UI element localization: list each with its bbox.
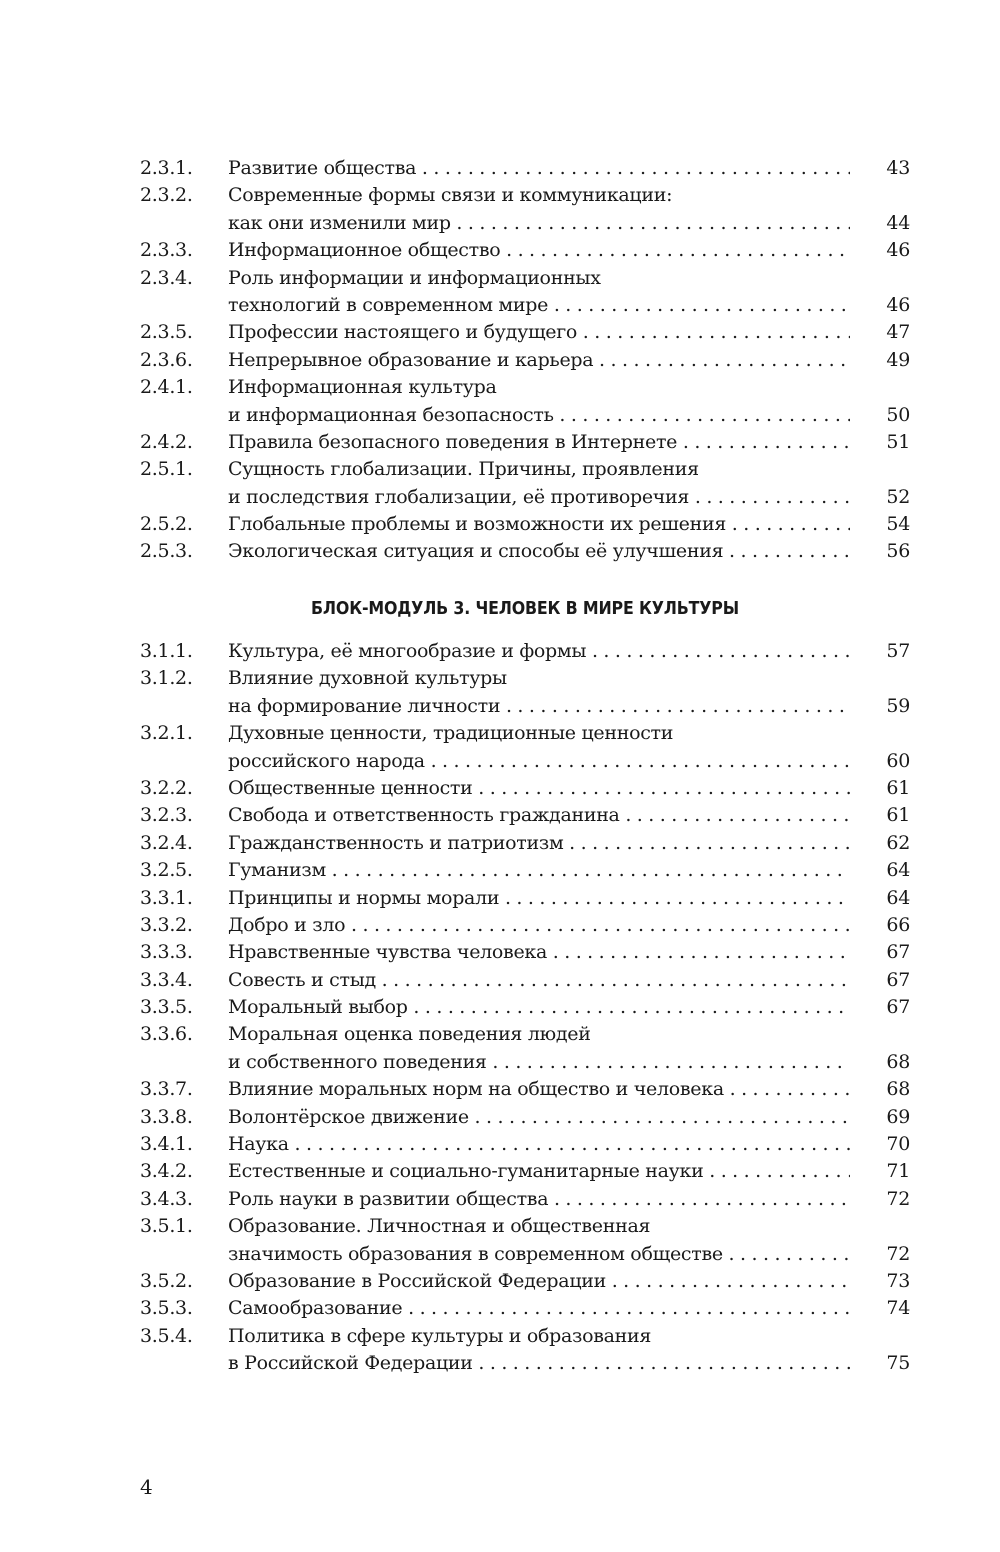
toc-entry-title: Профессии настоящего и будущего . . . <box>228 319 850 346</box>
toc-entry <box>140 939 910 966</box>
toc-entry-page: 44 <box>886 211 910 234</box>
toc-entry-continuation <box>140 1241 910 1268</box>
toc-entry-title: Естественные и социально-гуманитарные науки . . . <box>228 1158 850 1185</box>
toc-entry-page: 46 <box>886 293 910 316</box>
toc-entry-title: Политика в сфере культуры и образования <box>228 1324 652 1347</box>
toc-entry-title: Образование. Личностная и общественная <box>228 1215 651 1238</box>
toc-entry-page: 46 <box>886 239 910 262</box>
toc-entry-title: значимость образования в современном обществе . . . <box>228 1241 850 1268</box>
toc-entry-number: 3.5.3. <box>140 1297 193 1320</box>
toc-entry-title: Информационное общество . . . <box>228 237 850 264</box>
toc-entry <box>140 802 910 829</box>
toc-entry-page: 51 <box>886 430 910 453</box>
toc-entry-page: 67 <box>886 968 910 991</box>
toc-entry <box>140 967 910 994</box>
toc-entry <box>140 720 910 747</box>
toc-entry-number: 3.5.2. <box>140 1269 193 1292</box>
toc-entry <box>140 1104 910 1131</box>
toc-entry-title: Роль науки в развитии общества . . . <box>228 1186 850 1213</box>
toc-entry-number: 2.5.3. <box>140 540 193 563</box>
toc-entry <box>140 1076 910 1103</box>
toc-entry-number: 3.2.2. <box>140 776 193 799</box>
toc-entry-title: и последствия глобализации, её противоречия . . . <box>228 484 850 511</box>
toc-entry-page: 66 <box>886 913 910 936</box>
page-number: 4 <box>140 1475 153 1499</box>
toc-entry-page: 61 <box>886 804 910 827</box>
toc-entry-title: Моральная оценка поведения людей <box>228 1023 591 1046</box>
toc-entry-title: Непрерывное образование и карьера . . . <box>228 347 850 374</box>
toc-entry-number: 3.3.7. <box>140 1078 193 1101</box>
toc-entry-title: на формирование личности . . . <box>228 693 850 720</box>
toc-entry <box>140 1295 910 1322</box>
toc-entry <box>140 775 910 802</box>
toc-entry-page: 68 <box>886 1078 910 1101</box>
toc-entry-title: Глобальные проблемы и возможности их решения . . . <box>228 511 850 538</box>
toc-entry <box>140 1268 910 1295</box>
toc-entry-title: Гражданственность и патриотизм . . . <box>228 830 850 857</box>
toc-entry <box>140 994 910 1021</box>
toc-entry <box>140 1186 910 1213</box>
toc-entry <box>140 374 910 401</box>
toc-entry-title: и информационная безопасность . . . <box>228 402 850 429</box>
toc-entry <box>140 265 910 292</box>
toc-entry-title: Развитие общества . . . <box>228 155 850 182</box>
toc-entry <box>140 511 910 538</box>
toc-entry <box>140 1158 910 1185</box>
toc-entry-title: Влияние духовной культуры <box>228 667 507 690</box>
toc-entry-page: 59 <box>886 694 910 717</box>
toc-entry-continuation <box>140 402 910 429</box>
toc-entry-title: и собственного поведения . . . <box>228 1049 850 1076</box>
toc-entry <box>140 912 910 939</box>
toc-entry-page: 70 <box>886 1133 910 1156</box>
toc-entry-title: Совесть и стыд . . . <box>228 967 850 994</box>
toc-entry-title: Гуманизм . . . <box>228 857 850 884</box>
toc-entry-title: Роль информации и информационных <box>228 266 601 289</box>
toc-entry-continuation <box>140 292 910 319</box>
toc-entry <box>140 1323 910 1350</box>
table-of-contents-part-2 <box>140 638 910 1378</box>
toc-entry-page: 49 <box>886 348 910 371</box>
toc-entry <box>140 456 910 483</box>
toc-entry <box>140 857 910 884</box>
toc-entry-number: 3.2.1. <box>140 722 193 745</box>
toc-entry-page: 57 <box>886 640 910 662</box>
toc-entry-number: 2.3.2. <box>140 184 193 207</box>
toc-entry-title: в Российской Федерации . . . <box>228 1350 850 1377</box>
toc-entry-page: 43 <box>886 157 910 179</box>
toc-entry-page: 69 <box>886 1105 910 1128</box>
toc-entry-page: 73 <box>886 1269 910 1292</box>
toc-entry-title: Волонтёрское движение . . . <box>228 1104 850 1131</box>
toc-entry-number: 2.5.1. <box>140 458 193 481</box>
toc-entry-continuation <box>140 748 910 775</box>
toc-entry <box>140 1131 910 1158</box>
toc-entry-number: 2.5.2. <box>140 513 193 536</box>
toc-entry-page: 54 <box>886 513 910 536</box>
toc-entry <box>140 538 910 565</box>
toc-entry-number: 3.3.2. <box>140 913 193 936</box>
toc-entry-title: Экологическая ситуация и способы её улучшения . . . <box>228 538 850 565</box>
toc-entry-page: 47 <box>886 321 910 344</box>
toc-entry-title: Культура, её многообразие и формы . . . <box>228 638 850 665</box>
toc-entry-page: 64 <box>886 886 910 909</box>
toc-entry-number: 3.5.1. <box>140 1215 193 1238</box>
toc-entry-page: 56 <box>886 540 910 563</box>
toc-entry-number: 2.3.4. <box>140 266 193 289</box>
toc-entry-number: 3.5.4. <box>140 1324 193 1347</box>
toc-entry-title: Современные формы связи и коммуникации: <box>228 184 673 207</box>
toc-entry-page: 52 <box>886 485 910 508</box>
toc-entry <box>140 665 910 692</box>
toc-entry-number: 3.4.3. <box>140 1187 193 1210</box>
toc-entry-title: Общественные ценности . . . <box>228 775 850 802</box>
toc-entry <box>140 155 910 182</box>
toc-entry-title: Самообразование . . . <box>228 1295 850 1322</box>
toc-entry-title: Образование в Российской Федерации . . . <box>228 1268 850 1295</box>
toc-entry-page: 71 <box>886 1160 910 1183</box>
toc-entry-number: 2.4.2. <box>140 430 193 453</box>
toc-entry-number: 3.3.5. <box>140 996 193 1019</box>
toc-entry-page: 64 <box>886 859 910 882</box>
toc-entry <box>140 237 910 264</box>
toc-entry <box>140 830 910 857</box>
toc-entry-number: 3.3.4. <box>140 968 193 991</box>
toc-entry-number: 3.4.2. <box>140 1160 193 1183</box>
toc-entry-title: Добро и зло . . . <box>228 912 850 939</box>
toc-entry-page: 61 <box>886 776 910 799</box>
toc-entry-page: 75 <box>886 1352 910 1375</box>
toc-entry-number: 2.3.1. <box>140 157 193 179</box>
toc-entry <box>140 429 910 456</box>
toc-entry-continuation <box>140 1049 910 1076</box>
toc-entry-number: 2.3.5. <box>140 321 193 344</box>
toc-entry-number: 2.3.3. <box>140 239 193 262</box>
toc-entry-page: 74 <box>886 1297 910 1320</box>
toc-entry-title: Сущность глобализации. Причины, проявления <box>228 458 699 481</box>
toc-entry-title: российского народа . . . <box>228 748 850 775</box>
toc-entry-continuation <box>140 210 910 237</box>
toc-entry-page: 68 <box>886 1050 910 1073</box>
toc-entry-continuation <box>140 484 910 511</box>
toc-entry <box>140 638 910 665</box>
toc-entry-page: 72 <box>886 1242 910 1265</box>
toc-entry-title: Наука . . . <box>228 1131 850 1158</box>
toc-entry-title: как они изменили мир . . . <box>228 210 850 237</box>
toc-entry <box>140 885 910 912</box>
toc-entry <box>140 347 910 374</box>
toc-entry-number: 3.3.8. <box>140 1105 193 1128</box>
toc-entry-number: 3.3.1. <box>140 886 193 909</box>
toc-entry-title: Принципы и нормы морали . . . <box>228 885 850 912</box>
toc-entry <box>140 1213 910 1240</box>
toc-entry-number: 3.2.5. <box>140 859 193 882</box>
toc-entry-title: Правила безопасного поведения в Интернете . . . <box>228 429 850 456</box>
toc-entry-page: 50 <box>886 403 910 426</box>
toc-entry-number: 3.2.4. <box>140 831 193 854</box>
toc-entry-title: Свобода и ответственность гражданина . . . <box>228 802 850 829</box>
toc-entry-page: 60 <box>886 749 910 772</box>
toc-entry-continuation <box>140 693 910 720</box>
toc-entry-title: технологий в современном мире . . . <box>228 292 850 319</box>
toc-entry-title: Влияние моральных норм на общество и человека . . . <box>228 1076 850 1103</box>
toc-entry-page: 67 <box>886 941 910 964</box>
toc-entry-title: Моральный выбор . . . <box>228 994 850 1021</box>
toc-entry-number: 3.3.6. <box>140 1023 193 1046</box>
toc-entry <box>140 182 910 209</box>
toc-entry-title: Нравственные чувства человека . . . <box>228 939 850 966</box>
toc-entry-number: 3.2.3. <box>140 804 193 827</box>
toc-entry <box>140 319 910 346</box>
toc-entry-number: 3.1.2. <box>140 667 193 690</box>
toc-entry-title: Духовные ценности, традиционные ценности <box>228 722 674 745</box>
toc-entry-number: 3.3.3. <box>140 941 193 964</box>
toc-entry-page: 67 <box>886 996 910 1019</box>
toc-entry-continuation <box>140 1350 910 1377</box>
toc-entry-number: 3.1.1. <box>140 640 193 662</box>
toc-entry <box>140 1021 910 1048</box>
toc-entry-title: Информационная культура <box>228 376 497 399</box>
table-of-contents-part-1 <box>140 155 910 566</box>
block-heading: БЛОК-МОДУЛЬ 3. ЧЕЛОВЕК В МИРЕ КУЛЬТУРЫ <box>311 598 739 619</box>
toc-entry-number: 3.4.1. <box>140 1133 193 1156</box>
toc-entry-page: 62 <box>886 831 910 854</box>
toc-entry-number: 2.3.6. <box>140 348 193 371</box>
toc-entry-number: 2.4.1. <box>140 376 193 399</box>
toc-entry-page: 72 <box>886 1187 910 1210</box>
